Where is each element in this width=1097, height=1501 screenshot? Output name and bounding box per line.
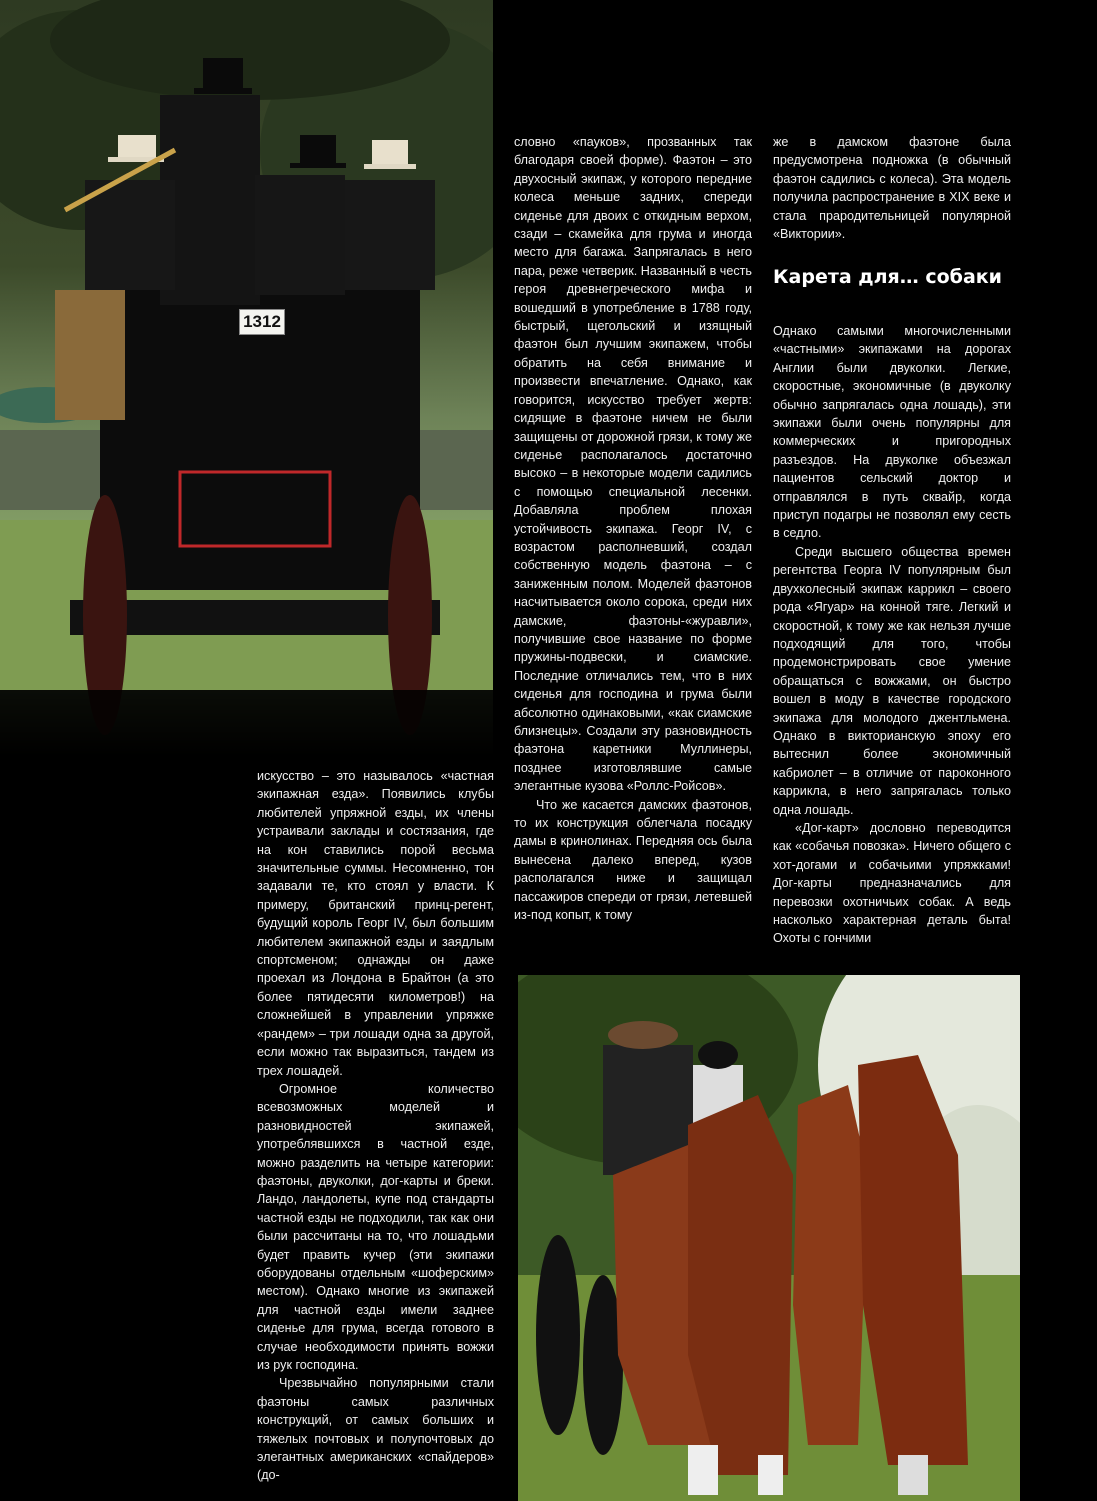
paragraph: Среди высшего общества времен регентства Георга IV популярным был двухколесный экипаж каррикл – своего рода «Ягуар» на конной тяге. Легкий и скоростной, к тому же как нельзя лучше подходящий для того, чтобы продемонстрировать свое умение обращаться с вожжами, он быстро вошел в моду в качестве городского экипажа для молодого джентльмена. Однако в викторианскую эпоху его вытеснил более экономичный кабриолет – в отличие от пароконного каррикла, в него запрягалась только одна лошадь.	[773, 544, 1011, 817]
paragraph: словно «пауков», прозванных так благодаря своей форме). Фаэтон – это двухосный экипаж, у которого передние колеса меньше задних, спереди сиденье для двоих с откидным верхом, сзади – скамейка для грума и иногда место для багажа. Запрягалась в него пара, реже четверик. Названный в честь героя древнегреческого мифа и вошедший в употребление в 1788 году, быстрый, щегольский и изящный фаэтон был лучшим экипажем, чтобы обратить на себя внимание и произвести впечатление. Однако, как говорится, искусство требует жертв: сидящие в фаэтоне ничем не были защищены от дорожной грязи, к тому же сиденье располагалось достаточно высоко – в некоторые модели садились с помощью специальной лесенки. Добавляла проблем плохая устойчивость экипажа. Георг IV, с возрастом располневший, создал собственную модель фаэтона – с заниженным полом. Моделей фаэтонов насчитывается около сорока, среди них дамские, фаэтоны-«журавли», получившие свое название по форме пружины-подвески, и сиамские. Последние отличались тем, что в них сиденья для господина и грума были абсолютно одинаковыми, «как сиамские близнецы». Создали эту разновидность фаэтона каретники Муллинеры, позднее изготовлявшие самые элегантные кузова «Роллс-Ройсов».	[514, 135, 752, 794]
paragraph: Что же касается дамских фаэтонов, то их конструкция облегчала посадку дамы в кринолинах. Передняя ось была вынесена далеко вперед, кузов располагался ниже и защищал пассажиров спереди от грязи, летевшей из-под копыт, к тому	[514, 797, 752, 923]
coach-from-behind-icon	[0, 0, 493, 760]
paragraph: «Дог-карт» дословно переводится как «собачья повозка». Ничего общего с хот-догами и собачьими упряжками! Дог-карты предназначались для перевозки охотничьих собак. А ведь насколько характерная деталь быта! Охоты с гончими	[773, 820, 1011, 946]
four-horse-team-icon	[518, 975, 1020, 1501]
column-3	[773, 133, 1011, 243]
paragraph: Чрезвычайно популярными стали фаэтоны самых различных конструкций, от самых больших и тяжелых почтовых и полупочтовых до элегантных американских «спайдеров» (до-	[257, 1376, 494, 1483]
paragraph: Огромное количество всевозможных моделей и разновидностей экипажей, употреблявшихся в частной езде, можно разделить на четыре категории: фаэтоны, двуколки, дог-карты и бреки. Ландо, ландолеты, купе под стандарты частной езды не подходили, так как они были рассчитаны на то, что лошадьми будет править кучер (эти экипажи оборудованы отдельным «шоферским» местом). Однако многие из экипажей для частной езды имели заднее сиденье для грума, всегда готового в случае необходимости принять вожжи из рук господина.	[257, 1081, 494, 1372]
paragraph: же в дамском фаэтоне была предусмотрена подножка (в обычный фаэтон садились с колеса). Эта модель получила распространение в XIX веке и стала прародительницей популярной «Виктории».	[773, 135, 1011, 242]
column-2	[514, 133, 752, 924]
paragraph: Однако самыми многочисленными «частными» экипажами на дорогах Англии были двуколки. Легкие, скоростные, экономичные (в двуколку обычно запрягалась одна лошадь), эти экипажи были очень популярны для коммерческих и пригородных разъездов. На двуколке объезжал пациентов сельский доктор и отправлялся в путь сквайр, когда приступ подагры не позволял ему сесть в седло.	[773, 324, 1011, 541]
column-3-continued	[773, 322, 1011, 948]
section-heading: Карета для… собаки	[773, 266, 1002, 288]
coach-photo	[0, 0, 493, 760]
horses-photo	[518, 975, 1020, 1501]
column-1	[257, 767, 494, 1485]
paragraph: искусство – это называлось «частная экипажная езда». Появились клубы любителей упряжной езды, их члены устраивали заклады и состязания, где на кон ставились порой весьма значительные суммы. Несомненно, тон задавали те, кто стоял у власти. К примеру, британский принц-регент, будущий король Георг IV, был большим любителем экипажной езды и заядлым спортсменом; однажды он даже проехал из Лондона в Брайтон (а это более пятидесяти километров!) на сложнейшей в управлении упряжке «рандем» – три лошади одна за другой, если можно так выразиться, тандем из трех лошадей.	[257, 769, 494, 1078]
coach-plate-number: 1312	[239, 309, 285, 335]
